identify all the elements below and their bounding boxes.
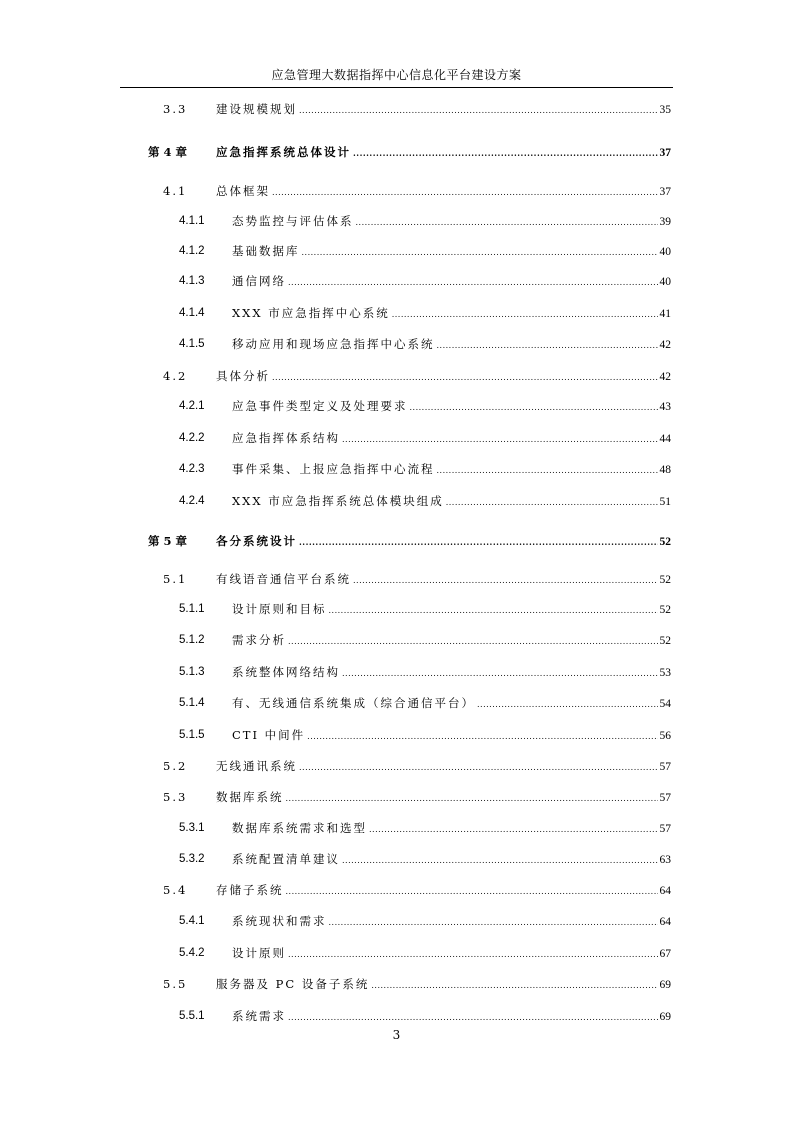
toc-entry-title: 无线通讯系统	[216, 759, 297, 773]
toc-entry-page: 52	[659, 635, 671, 647]
toc-entry[interactable]	[0, 630, 793, 650]
dot-leader	[353, 571, 658, 591]
toc-entry-line	[232, 211, 671, 233]
toc-entry-line	[232, 943, 671, 965]
toc-entry-line	[216, 181, 671, 203]
toc-entry[interactable]	[0, 880, 793, 900]
toc-entry-page: 63	[659, 854, 671, 866]
dot-leader	[272, 183, 658, 203]
toc-entry-title: XXX 市应急指挥系统总体模块组成	[232, 494, 444, 508]
dot-leader	[477, 695, 658, 715]
toc-entry-title: 具体分析	[216, 369, 270, 383]
toc-entry-number: 4.2.3	[179, 463, 205, 475]
toc-entry-page: 52	[659, 536, 671, 548]
dot-leader	[288, 1008, 658, 1028]
toc-entry-title: 应急指挥体系结构	[232, 431, 340, 445]
toc-entry-number: 5.4.2	[179, 947, 205, 959]
toc-entry-page: 69	[659, 979, 671, 991]
toc-entry-title: 需求分析	[232, 633, 286, 647]
toc-entry-line	[216, 99, 671, 121]
toc-entry[interactable]	[0, 271, 793, 291]
toc-entry-title: 基础数据库	[232, 244, 300, 258]
dot-leader	[329, 913, 658, 933]
toc-entry[interactable]	[0, 569, 793, 589]
toc-entry-line	[216, 569, 671, 591]
toc-entry-line	[232, 459, 671, 481]
toc-entry-title: 通信网络	[232, 274, 286, 288]
toc-entry-title: CTI 中间件	[232, 728, 306, 742]
dot-leader	[286, 789, 658, 809]
toc-entry[interactable]	[0, 818, 793, 838]
dot-leader	[299, 532, 658, 552]
running-header: 应急管理大数据指挥中心信息化平台建设方案	[120, 66, 673, 88]
toc-entry-title: 系统配置清单建议	[232, 852, 340, 866]
toc-entry-title: 移动应用和现场应急指挥中心系统	[232, 337, 435, 351]
dot-leader	[410, 398, 658, 418]
toc-entry-page: 57	[659, 761, 671, 773]
toc-entry-page: 35	[659, 104, 671, 116]
toc-entry-title: 数据库系统	[216, 790, 284, 804]
toc-entry-line	[232, 241, 671, 263]
toc-entry[interactable]	[0, 756, 793, 776]
toc-entry-number: 5.1.3	[179, 666, 205, 678]
dot-leader	[299, 758, 658, 778]
toc-entry-title: 系统需求	[232, 1009, 286, 1023]
toc-entry[interactable]	[0, 334, 793, 354]
toc-entry-number: 5.1.4	[179, 697, 205, 709]
toc-entry[interactable]	[0, 849, 793, 869]
toc-entry-number: 5.1.5	[179, 729, 205, 741]
toc-entry-page: 51	[659, 496, 671, 508]
toc-entry-page: 64	[659, 885, 671, 897]
toc-entry-number: 5.4.1	[179, 915, 205, 927]
toc-entry-line	[232, 491, 671, 513]
toc-entry-title: 系统整体网络结构	[232, 665, 340, 679]
toc-entry-number: 5.1.2	[179, 634, 205, 646]
toc-entry-title: 建设规模规划	[216, 102, 297, 116]
toc-entry-line	[216, 974, 671, 996]
dot-leader	[437, 336, 658, 356]
dot-leader	[356, 213, 658, 233]
toc-entry-page: 52	[659, 604, 671, 616]
toc-entry-number: 4.1.3	[179, 275, 205, 287]
toc-entry-line	[232, 849, 671, 871]
toc-entry-line	[216, 366, 671, 388]
toc-entry-number: 4.2.4	[179, 495, 205, 507]
dot-leader	[369, 820, 658, 840]
toc-entry-number: 第 5 章	[148, 534, 188, 548]
toc-entry-line	[232, 662, 671, 684]
toc-entry[interactable]	[0, 181, 793, 201]
toc-entry-page: 56	[659, 730, 671, 742]
toc-entry[interactable]	[0, 142, 793, 162]
dot-leader	[329, 601, 658, 621]
toc-entry-title: 系统现状和需求	[232, 914, 327, 928]
toc-entry-page: 54	[659, 698, 671, 710]
toc-entry[interactable]	[0, 428, 793, 448]
dot-leader	[286, 882, 658, 902]
toc-entry-line	[232, 911, 671, 933]
toc-entry-line	[232, 725, 671, 747]
toc-entry-title: XXX 市应急指挥中心系统	[232, 306, 390, 320]
toc-entry[interactable]	[0, 491, 793, 511]
toc-entry[interactable]	[0, 787, 793, 807]
dot-leader	[446, 493, 658, 513]
toc-entry[interactable]	[0, 211, 793, 231]
toc-entry[interactable]	[0, 303, 793, 323]
toc-entry[interactable]	[0, 943, 793, 963]
toc-entry-page: 69	[659, 1011, 671, 1023]
toc-entry-title: 服务器及 PC 设备子系统	[216, 977, 370, 991]
toc-entry-number: 5.1	[163, 572, 188, 586]
toc-entry-number: 5.5.1	[179, 1010, 205, 1022]
toc-entry[interactable]	[0, 396, 793, 416]
toc-entry-number: 3.3	[163, 102, 188, 116]
toc-entry-line	[216, 756, 671, 778]
toc-entry[interactable]	[0, 974, 793, 994]
toc-entry-title: 数据库系统需求和选型	[232, 821, 367, 835]
toc-entry-line	[232, 630, 671, 652]
toc-entry-title: 应急事件类型定义及处理要求	[232, 399, 408, 413]
toc-entry-page: 67	[659, 948, 671, 960]
toc-entry[interactable]	[0, 241, 793, 261]
toc-entry[interactable]	[0, 693, 793, 713]
toc-entry-number: 5.3.2	[179, 853, 205, 865]
toc-entry-title: 设计原则	[232, 946, 286, 960]
toc-entry-page: 37	[659, 147, 671, 159]
toc-entry-page: 57	[659, 823, 671, 835]
toc-entry-number: 5.3	[163, 790, 188, 804]
toc-entry[interactable]	[0, 459, 793, 479]
dot-leader	[272, 368, 658, 388]
toc-entry-line	[216, 880, 671, 902]
dot-leader	[342, 664, 658, 684]
dot-leader	[371, 976, 657, 996]
toc-entry-number: 4.1.5	[179, 338, 205, 350]
toc-entry-line	[232, 1006, 671, 1028]
toc-entry-title: 有、无线通信系统集成（综合通信平台）	[232, 696, 475, 710]
dot-leader	[299, 101, 658, 121]
dot-leader	[288, 632, 658, 652]
toc-entry-number: 4.2.1	[179, 400, 205, 412]
toc-entry-title: 事件采集、上报应急指挥中心流程	[232, 462, 435, 476]
toc-entry-number: 5.3.1	[179, 822, 205, 834]
toc-entry-line	[232, 334, 671, 356]
toc-entry[interactable]	[0, 911, 793, 931]
toc-entry-line	[232, 303, 671, 325]
toc-entry-title: 设计原则和目标	[232, 602, 327, 616]
toc-entry-line	[232, 396, 671, 418]
toc-entry-title: 应急指挥系统总体设计	[216, 145, 351, 159]
toc-entry-page: 48	[659, 464, 671, 476]
toc-entry[interactable]	[0, 99, 793, 119]
toc-entry-title: 态势监控与评估体系	[232, 214, 354, 228]
dot-leader	[437, 461, 658, 481]
toc-entry-page: 40	[659, 246, 671, 258]
toc-entry[interactable]	[0, 599, 793, 619]
toc-entry-number: 5.2	[163, 759, 188, 773]
toc-entry-line	[232, 599, 671, 621]
toc-entry-title: 存储子系统	[216, 883, 284, 897]
toc-entry-line	[216, 142, 671, 163]
toc-entry[interactable]	[0, 662, 793, 682]
toc-entry-page: 40	[659, 276, 671, 288]
toc-entry[interactable]	[0, 531, 793, 551]
page-number: 3	[392, 1028, 401, 1042]
toc-entry-number: 4.1.2	[179, 245, 205, 257]
toc-entry-page: 42	[659, 339, 671, 351]
toc-entry-page: 41	[659, 308, 671, 320]
dot-leader	[288, 945, 658, 965]
toc-entry-title: 有线语音通信平台系统	[216, 572, 351, 586]
toc-entry-page: 39	[659, 216, 671, 228]
toc-entry-number: 5.1.1	[179, 603, 205, 615]
dot-leader	[353, 143, 658, 163]
toc-entry-line	[232, 818, 671, 840]
toc-entry[interactable]	[0, 1006, 793, 1026]
toc-entry-page: 57	[659, 792, 671, 804]
toc-entry-page: 52	[659, 574, 671, 586]
toc-entry-number: 4.2	[163, 369, 188, 383]
toc-entry-title: 总体框架	[216, 184, 270, 198]
toc-entry[interactable]	[0, 725, 793, 745]
toc-entry-title: 各分系统设计	[216, 534, 297, 548]
dot-leader	[392, 305, 658, 325]
toc-entry-line	[216, 531, 671, 552]
dot-leader	[342, 851, 658, 871]
toc-entry-number: 第 4 章	[148, 145, 188, 159]
toc-entry-page: 43	[659, 401, 671, 413]
toc-entry-page: 53	[659, 667, 671, 679]
toc-entry-line	[232, 428, 671, 450]
toc-entry[interactable]	[0, 366, 793, 386]
toc-entry-line	[232, 693, 671, 715]
dot-leader	[342, 430, 658, 450]
toc-entry-line	[232, 271, 671, 293]
toc-entry-page: 64	[659, 916, 671, 928]
dot-leader	[302, 243, 658, 263]
toc-entry-number: 5.4	[163, 883, 188, 897]
toc-entry-page: 42	[659, 371, 671, 383]
toc-entry-page: 37	[659, 186, 671, 198]
toc-entry-number: 5.5	[163, 977, 188, 991]
toc-entry-number: 4.1.1	[179, 215, 205, 227]
toc-entry-line	[216, 787, 671, 809]
dot-leader	[288, 273, 658, 293]
toc-entry-number: 4.1	[163, 184, 188, 198]
dot-leader	[307, 727, 657, 747]
toc-entry-number: 4.2.2	[179, 432, 205, 444]
toc-entry-number: 4.1.4	[179, 307, 205, 319]
toc-entry-page: 44	[659, 433, 671, 445]
